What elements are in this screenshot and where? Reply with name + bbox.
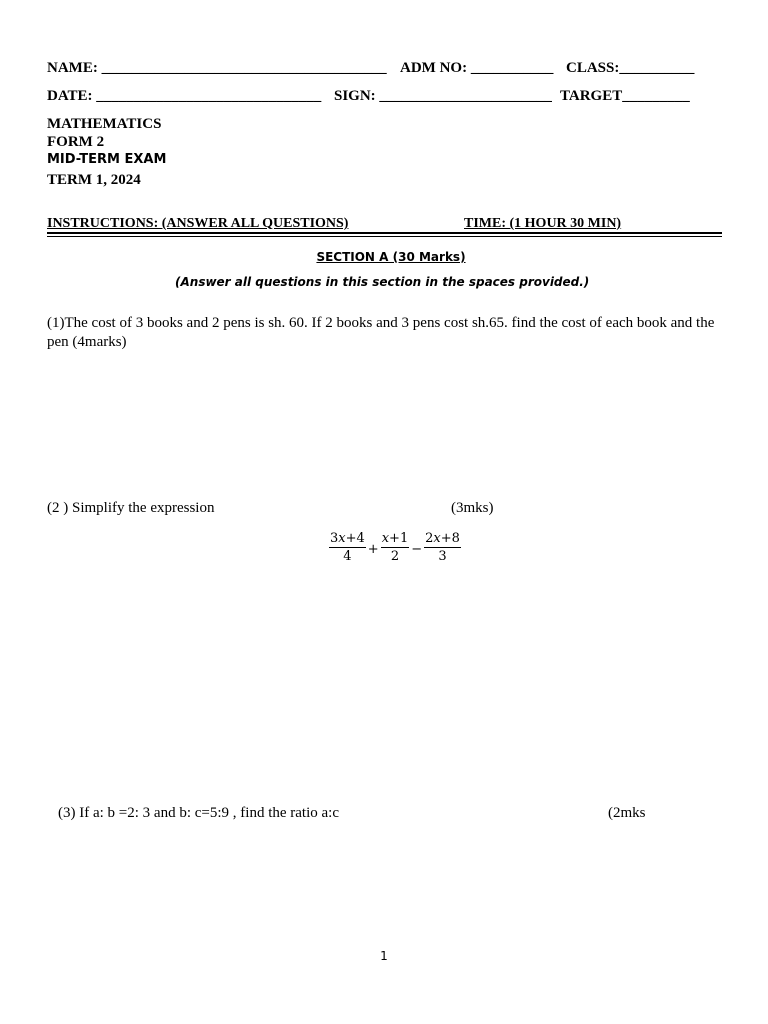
- target-field-label: TARGET_________: [560, 88, 690, 104]
- question-1-text: (1)The cost of 3 books and 2 pens is sh. 60. If 2 books and 3 pens cost sh.65. find the cost of each book and the pen (4marks): [47, 315, 715, 350]
- question-3-marks: (2mks: [608, 805, 646, 821]
- fraction-1-denominator: 4: [343, 549, 352, 564]
- fraction-1-numerator: [329, 531, 366, 548]
- question-2-marks: (3mks): [451, 500, 494, 516]
- fraction-1: [329, 531, 366, 564]
- term-title: TERM 1, 2024: [47, 172, 141, 188]
- fraction-3-constant: +8: [440, 531, 460, 546]
- section-title: SECTION A (30 Marks): [316, 250, 466, 264]
- fraction-2-constant: +1: [389, 531, 409, 546]
- fraction-2-variable: x: [381, 531, 390, 546]
- date-field-label: DATE: ______________________________: [47, 88, 322, 104]
- fraction-1-variable: x: [338, 531, 346, 546]
- double-rule-bottom: [47, 236, 722, 237]
- fraction-1-coefficient: 3: [330, 531, 339, 546]
- section-note: (Answer all questions in this section in the spaces provided.): [175, 275, 590, 289]
- form-title: FORM 2: [47, 134, 105, 150]
- instructions-text: INSTRUCTIONS: (ANSWER ALL QUESTIONS): [47, 216, 349, 231]
- class-field-label: CLASS:__________: [566, 60, 695, 76]
- fraction-2-numerator: [381, 531, 410, 548]
- adm-no-field-label: ADM NO: ___________: [400, 60, 554, 76]
- exam-type-title: MID-TERM EXAM: [47, 152, 167, 167]
- fraction-2: [381, 531, 410, 564]
- question-2-text: (2 ) Simplify the expression: [47, 500, 215, 516]
- sign-field-label: SIGN: _______________________: [334, 88, 552, 104]
- fraction-3-numerator: [424, 531, 461, 548]
- question-3-text: (3) If a: b =2: 3 and b: c=5:9 , find the ratio a:c: [58, 805, 340, 821]
- fraction-3-variable: x: [433, 531, 441, 546]
- fraction-2-denominator: 2: [390, 549, 400, 564]
- name-field-label: NAME: ______________________________________: [47, 60, 387, 76]
- subject-title: MATHEMATICS: [47, 116, 162, 132]
- double-rule-top: [47, 232, 722, 234]
- operator-minus: −: [411, 542, 423, 557]
- time-text: TIME: (1 HOUR 30 MIN): [464, 216, 622, 231]
- fraction-3: [424, 531, 461, 564]
- fraction-3-coefficient: 2: [425, 531, 434, 546]
- operator-plus: +: [367, 542, 379, 557]
- fraction-3-denominator: 3: [438, 549, 447, 564]
- math-expression: [329, 531, 461, 564]
- fraction-1-constant: +4: [345, 531, 365, 546]
- page-number: 1: [380, 949, 388, 963]
